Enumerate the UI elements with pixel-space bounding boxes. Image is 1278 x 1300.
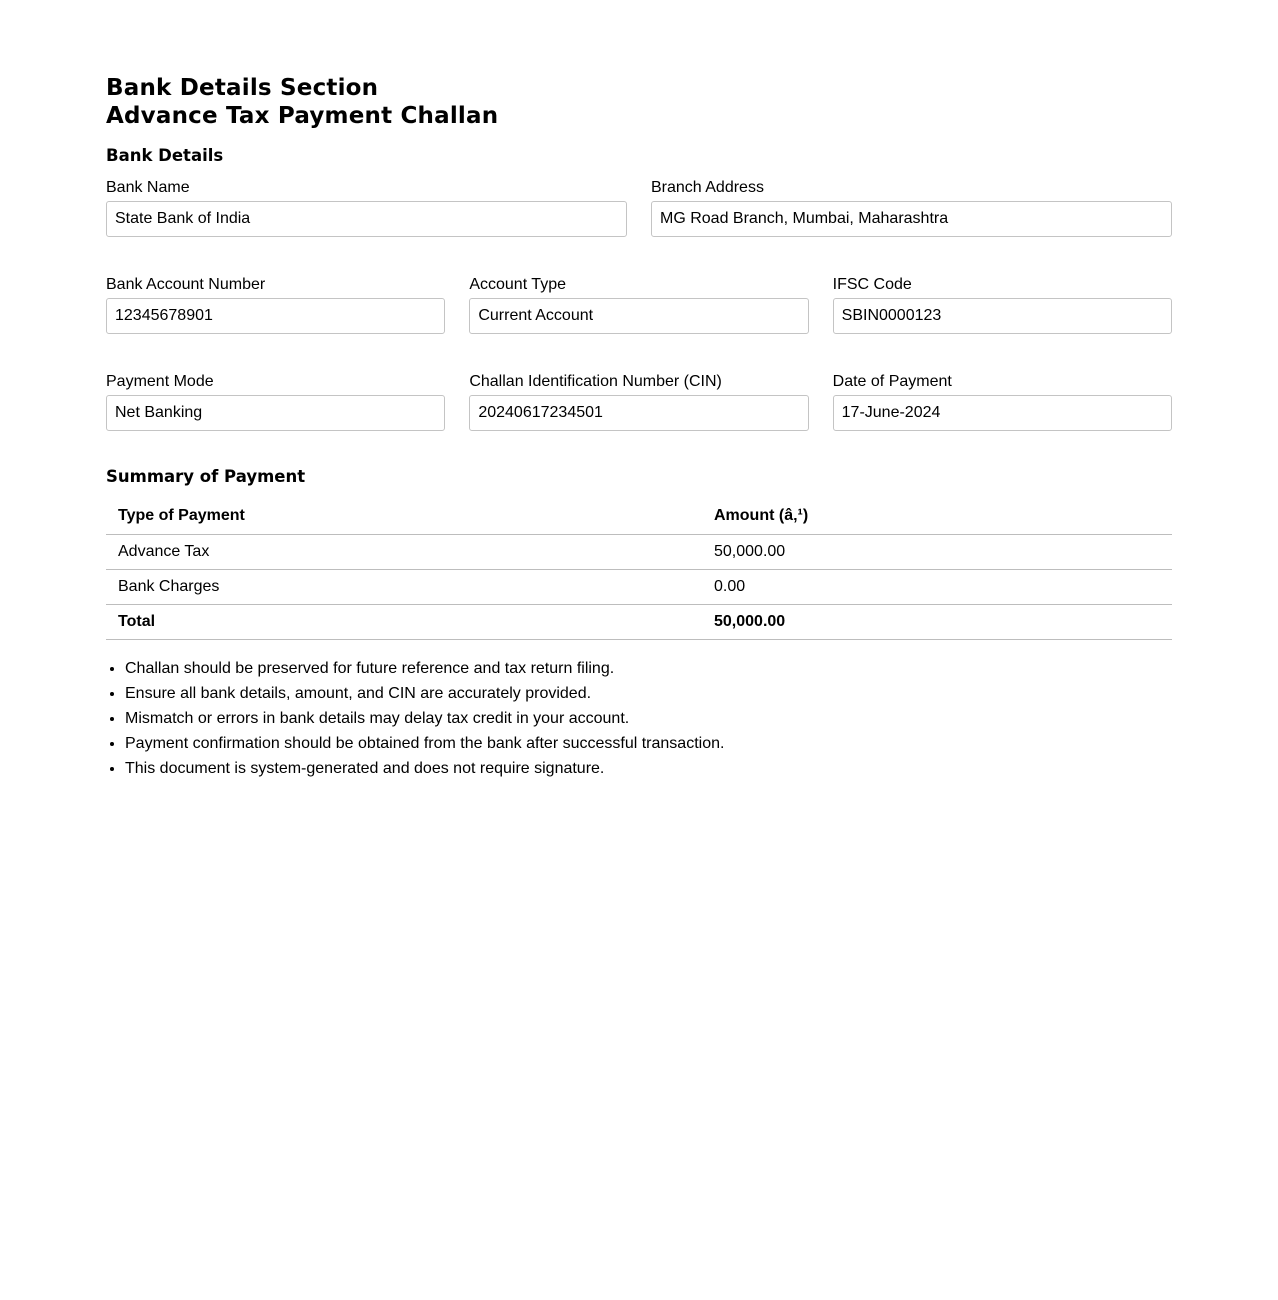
bank-details-row-1 <box>106 178 1172 237</box>
summary-heading: Summary of Payment <box>106 467 306 486</box>
date-of-payment-input[interactable] <box>833 395 1172 431</box>
account-type-label: Account Type <box>469 276 566 293</box>
list-item: • Payment confirmation should be obtained from the bank after successful transaction. <box>125 731 1172 756</box>
branch-address-field-group <box>651 178 1172 237</box>
page-title-line-2: Advance Tax Payment Challan <box>106 103 499 129</box>
account-number-input[interactable] <box>106 298 445 334</box>
bank-details-row-2 <box>106 275 1172 334</box>
column-header-amount: Amount (â‚¹) <box>704 499 1172 534</box>
account-number-field-group <box>106 275 445 334</box>
table-row <box>106 569 1172 604</box>
account-number-label: Bank Account Number <box>106 276 266 293</box>
challan-page <box>106 74 1172 781</box>
cin-input[interactable] <box>469 395 808 431</box>
page-title-line-1: Bank Details Section <box>106 75 379 101</box>
payment-summary-table <box>106 499 1172 640</box>
total-label-cell: Total <box>106 604 704 639</box>
column-header-type: Type of Payment <box>106 499 704 534</box>
list-item: • Mismatch or errors in bank details may delay tax credit in your account. <box>125 706 1172 731</box>
cin-label: Challan Identification Number (CIN) <box>469 373 722 390</box>
list-item: • Challan should be preserved for future reference and tax return filing. <box>125 656 1172 681</box>
bank-name-input[interactable] <box>106 201 627 237</box>
table-row <box>106 534 1172 569</box>
branch-address-input[interactable] <box>651 201 1172 237</box>
list-item: • Ensure all bank details, amount, and CIN are accurately provided. <box>125 681 1172 706</box>
ifsc-code-field-group <box>833 275 1172 334</box>
notes-list <box>106 656 1172 781</box>
page-title <box>106 74 1172 130</box>
bank-name-field-group <box>106 178 627 237</box>
branch-address-label: Branch Address <box>651 179 764 196</box>
payment-type-cell: Advance Tax <box>106 534 704 569</box>
bank-details-row-3 <box>106 372 1172 431</box>
payment-mode-field-group <box>106 372 445 431</box>
payment-amount-cell: 50,000.00 <box>704 534 1172 569</box>
date-of-payment-label: Date of Payment <box>832 373 952 390</box>
account-type-input[interactable] <box>469 298 808 334</box>
list-item: • This document is system-generated and does not require signature. <box>125 756 1172 781</box>
table-header-row <box>106 499 1172 534</box>
bank-name-label: Bank Name <box>106 179 190 196</box>
payment-mode-input[interactable] <box>106 395 445 431</box>
total-row <box>106 604 1172 639</box>
date-of-payment-field-group <box>833 372 1172 431</box>
cin-field-group <box>469 372 808 431</box>
total-amount-cell: 50,000.00 <box>704 604 1172 639</box>
ifsc-code-label: IFSC Code <box>832 276 912 293</box>
payment-mode-label: Payment Mode <box>106 373 214 390</box>
payment-amount-cell: 0.00 <box>704 569 1172 604</box>
ifsc-code-input[interactable] <box>833 298 1172 334</box>
account-type-field-group <box>469 275 808 334</box>
bank-details-heading: Bank Details <box>106 146 224 165</box>
payment-type-cell: Bank Charges <box>106 569 704 604</box>
